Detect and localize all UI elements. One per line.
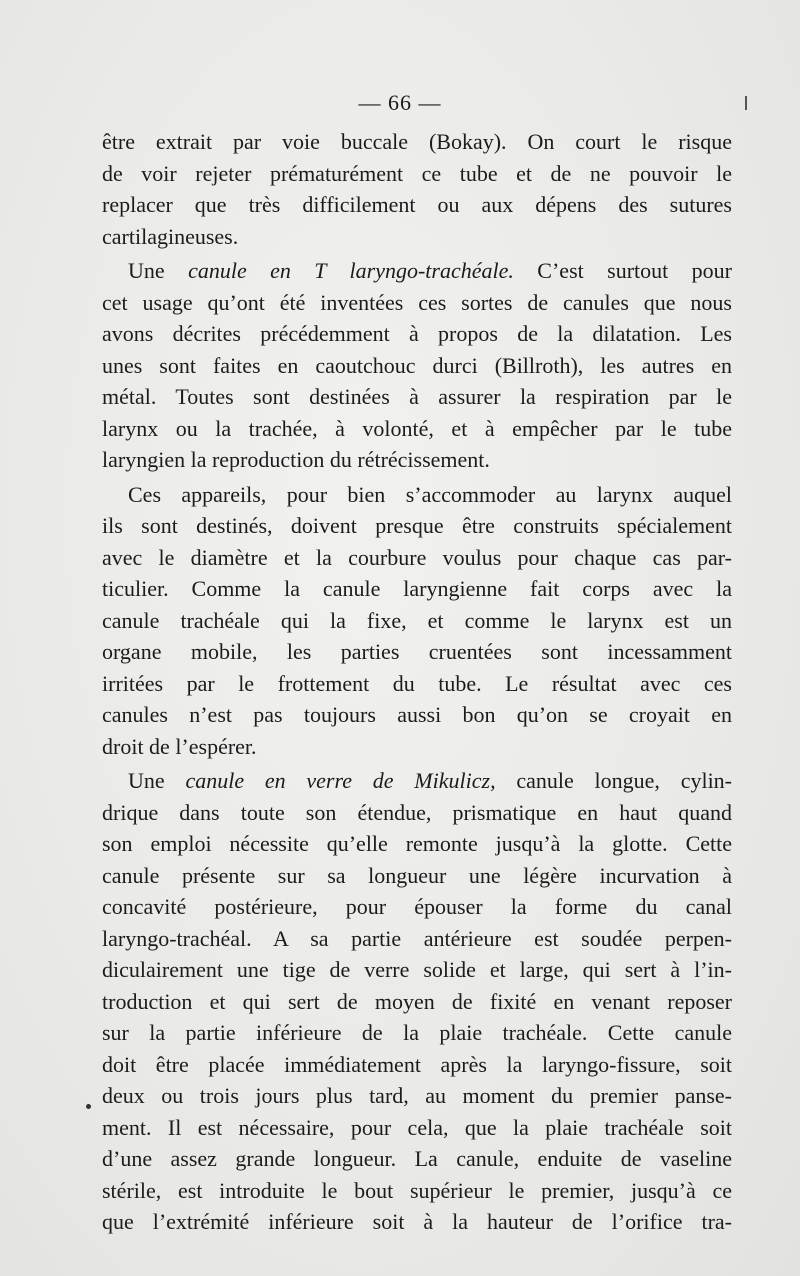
- text-run: C’est surtout pour: [513, 258, 732, 283]
- text-run: ils sont destinés, doivent presque être construits spécialement: [102, 513, 732, 538]
- text-run: son emploi nécessite qu’elle remonte jusqu’à la glotte. Cette: [102, 831, 732, 856]
- text-run: Ces appareils, pour bien s’accommoder au larynx auquel: [128, 481, 732, 507]
- text-line: [102, 189, 732, 221]
- text-line: [102, 318, 732, 350]
- text-line: [102, 413, 732, 445]
- text-line: [102, 126, 732, 158]
- text-line: [102, 158, 732, 190]
- italic-phrase: canule en T laryngo-trachéale.: [188, 258, 514, 283]
- text-run: laryngien la reproduction du rétrécissement.: [102, 447, 490, 472]
- text-line: [102, 510, 732, 542]
- text-run: replacer que très difficilement ou aux dépens des sutures: [102, 192, 732, 217]
- text-line: [102, 636, 732, 668]
- page-number: — 66 —: [358, 90, 442, 115]
- text-run: droit de l’espérer.: [102, 733, 257, 759]
- text-run: être extrait par voie buccale (Bokay). On court le risque: [102, 129, 732, 154]
- text-run: canules n’est pas toujours aussi bon qu’on se croyait en: [102, 702, 732, 727]
- text-run: métal. Toutes sont destinées à assurer la respiration par le: [102, 384, 732, 409]
- text-line: [102, 765, 732, 797]
- text-line: [102, 1112, 732, 1144]
- text-run: stérile, est introduite le bout supérieur le premier, jusqu’à ce: [102, 1177, 732, 1203]
- text-line: [102, 860, 732, 892]
- text-run: laryngo-trachéal. A sa partie antérieure est soudée perpen-: [102, 925, 732, 951]
- text-run: canule trachéale qui la fixe, et comme le larynx est un: [102, 607, 732, 633]
- text-line: [102, 1017, 732, 1049]
- text-run: organe mobile, les parties cruentées sont incessamment: [102, 639, 732, 664]
- text-run: Une: [128, 768, 186, 793]
- text-run: Une: [128, 258, 189, 283]
- text-line: [102, 828, 732, 860]
- text-line: [102, 891, 732, 923]
- text-run: concavité postérieure, pour épouser la forme du canal: [102, 894, 732, 919]
- text-run: que l’extrémité inférieure soit à la hauteur de l’orifice tra-: [102, 1209, 732, 1234]
- text-run: d’une assez grande longueur. La canule, enduite de vaseline: [102, 1146, 732, 1171]
- text-run: canule présente sur sa longueur une légère incurvation à: [102, 862, 732, 888]
- text-run: doit être placée immédiatement après la laryngo-fissure, soit: [102, 1051, 732, 1077]
- text-line: [102, 605, 732, 637]
- text-line: [102, 542, 732, 574]
- text-line: [102, 444, 732, 476]
- text-line: [102, 986, 732, 1018]
- text-line: [102, 1206, 732, 1238]
- text-run: diculairement une tige de verre solide et large, qui sert à l’in-: [102, 957, 732, 982]
- text-line: [102, 573, 732, 605]
- text-run: irritées par le frottement du tube. Le résultat avec ces: [102, 670, 732, 696]
- italic-phrase: canule en verre de Mikulicz,: [185, 768, 496, 793]
- text-line: [102, 668, 732, 700]
- text-line: [102, 1049, 732, 1081]
- text-run: deux ou trois jours plus tard, au moment du premier panse-: [102, 1083, 732, 1108]
- text-line: [102, 699, 732, 731]
- text-run: canule longue, cylin-: [495, 768, 732, 793]
- text-run: sur la partie inférieure de la plaie trachéale. Cette canule: [102, 1020, 732, 1045]
- text-line: [102, 221, 732, 253]
- text-run: de voir rejeter prématurément ce tube et de ne pouvoir le: [102, 160, 732, 186]
- text-line: [102, 255, 732, 287]
- text-run: ment. Il est nécessaire, pour cela, que la plaie trachéale soit: [102, 1114, 732, 1140]
- text-line: [102, 1143, 732, 1175]
- text-run: ticulier. Comme la canule laryngienne fait corps avec la: [102, 576, 732, 601]
- text-run: drique dans toute son étendue, prismatique en haut quand: [102, 799, 732, 825]
- text-run: cet usage qu’ont été inventées ces sortes de canules que nous: [102, 289, 732, 315]
- text-run: unes sont faites en caoutchouc durci (Billroth), les autres en: [102, 352, 732, 378]
- text-line: [102, 350, 732, 382]
- text-line: [102, 923, 732, 955]
- text-line: [102, 479, 732, 511]
- text-run: cartilagineuses.: [102, 223, 239, 249]
- text-run: troduction et qui sert de moyen de fixité en venant reposer: [102, 988, 732, 1014]
- text-line: [102, 381, 732, 413]
- text-line: [102, 287, 732, 319]
- text-line: [102, 1080, 732, 1112]
- text-line: [102, 1175, 732, 1207]
- text-line: [102, 954, 732, 986]
- body-text: [102, 126, 732, 1238]
- text-run: larynx ou la trachée, à volonté, et à empêcher par le tube: [102, 415, 732, 441]
- text-line: [102, 731, 732, 763]
- text-run: avons décrites précédemment à propos de la dilatation. Les: [102, 321, 732, 346]
- text-line: [102, 797, 732, 829]
- text-run: avec le diamètre et la courbure voulus pour chaque cas par-: [102, 544, 732, 570]
- margin-dot: [86, 1104, 91, 1109]
